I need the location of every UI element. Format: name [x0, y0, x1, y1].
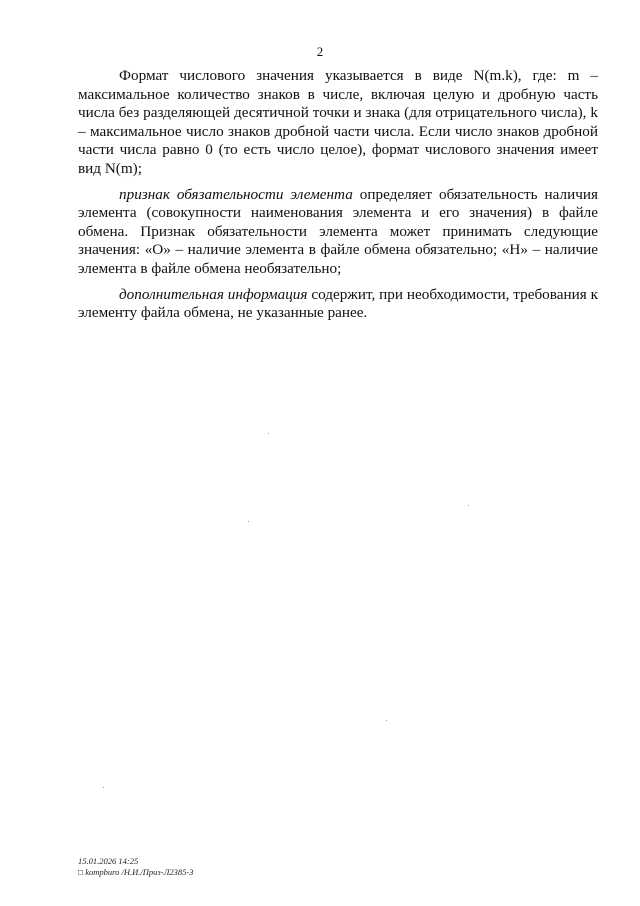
scan-speck	[248, 521, 249, 522]
paragraph-additional-info	[78, 286, 598, 323]
scan-speck	[386, 720, 387, 721]
document-body	[78, 67, 598, 330]
print-footer	[78, 856, 193, 878]
paragraph-mandatory-attribute	[78, 186, 598, 279]
paragraph-number-format	[78, 67, 598, 179]
print-timestamp: 15.01.2026 14:25	[78, 856, 139, 866]
term-additional-info: дополнительная информация	[119, 285, 308, 303]
paragraph-text: содержит, при необходимости, требования к элементу файла обмена, не указанные ранее.	[78, 285, 598, 322]
scan-speck	[268, 433, 269, 434]
paragraph-text: определяет обязательность наличия элемента (совокупности наименования элемента и его значения) в файле обмена. Признак обязательности элемента может принимать следующие значения: «О» – наличие элемента в файле обмена обязательно; «Н» – наличие элемента в файле обмена необязательно;	[78, 185, 598, 277]
term-mandatory-attribute: признак обязательности элемента	[119, 185, 353, 203]
paragraph-text: Формат числового значения указывается в виде N(m.k), где: m – максимальное количество знаков в числе, включая целую и дробную часть числа без разделяющей десятичной точки и знака (для отрицательного числа), k – максимальное число знаков дробной части числа. Если число знаков дробной части числа равно 0 (то есть число целое), формат числового значения имеет вид N(m);	[78, 67, 598, 177]
scan-speck	[468, 505, 469, 506]
page-number: 2	[316, 44, 324, 59]
scan-speck	[103, 787, 104, 788]
document-code: □ kompburo /Н.И./Приз-Л2385-3	[78, 867, 194, 877]
